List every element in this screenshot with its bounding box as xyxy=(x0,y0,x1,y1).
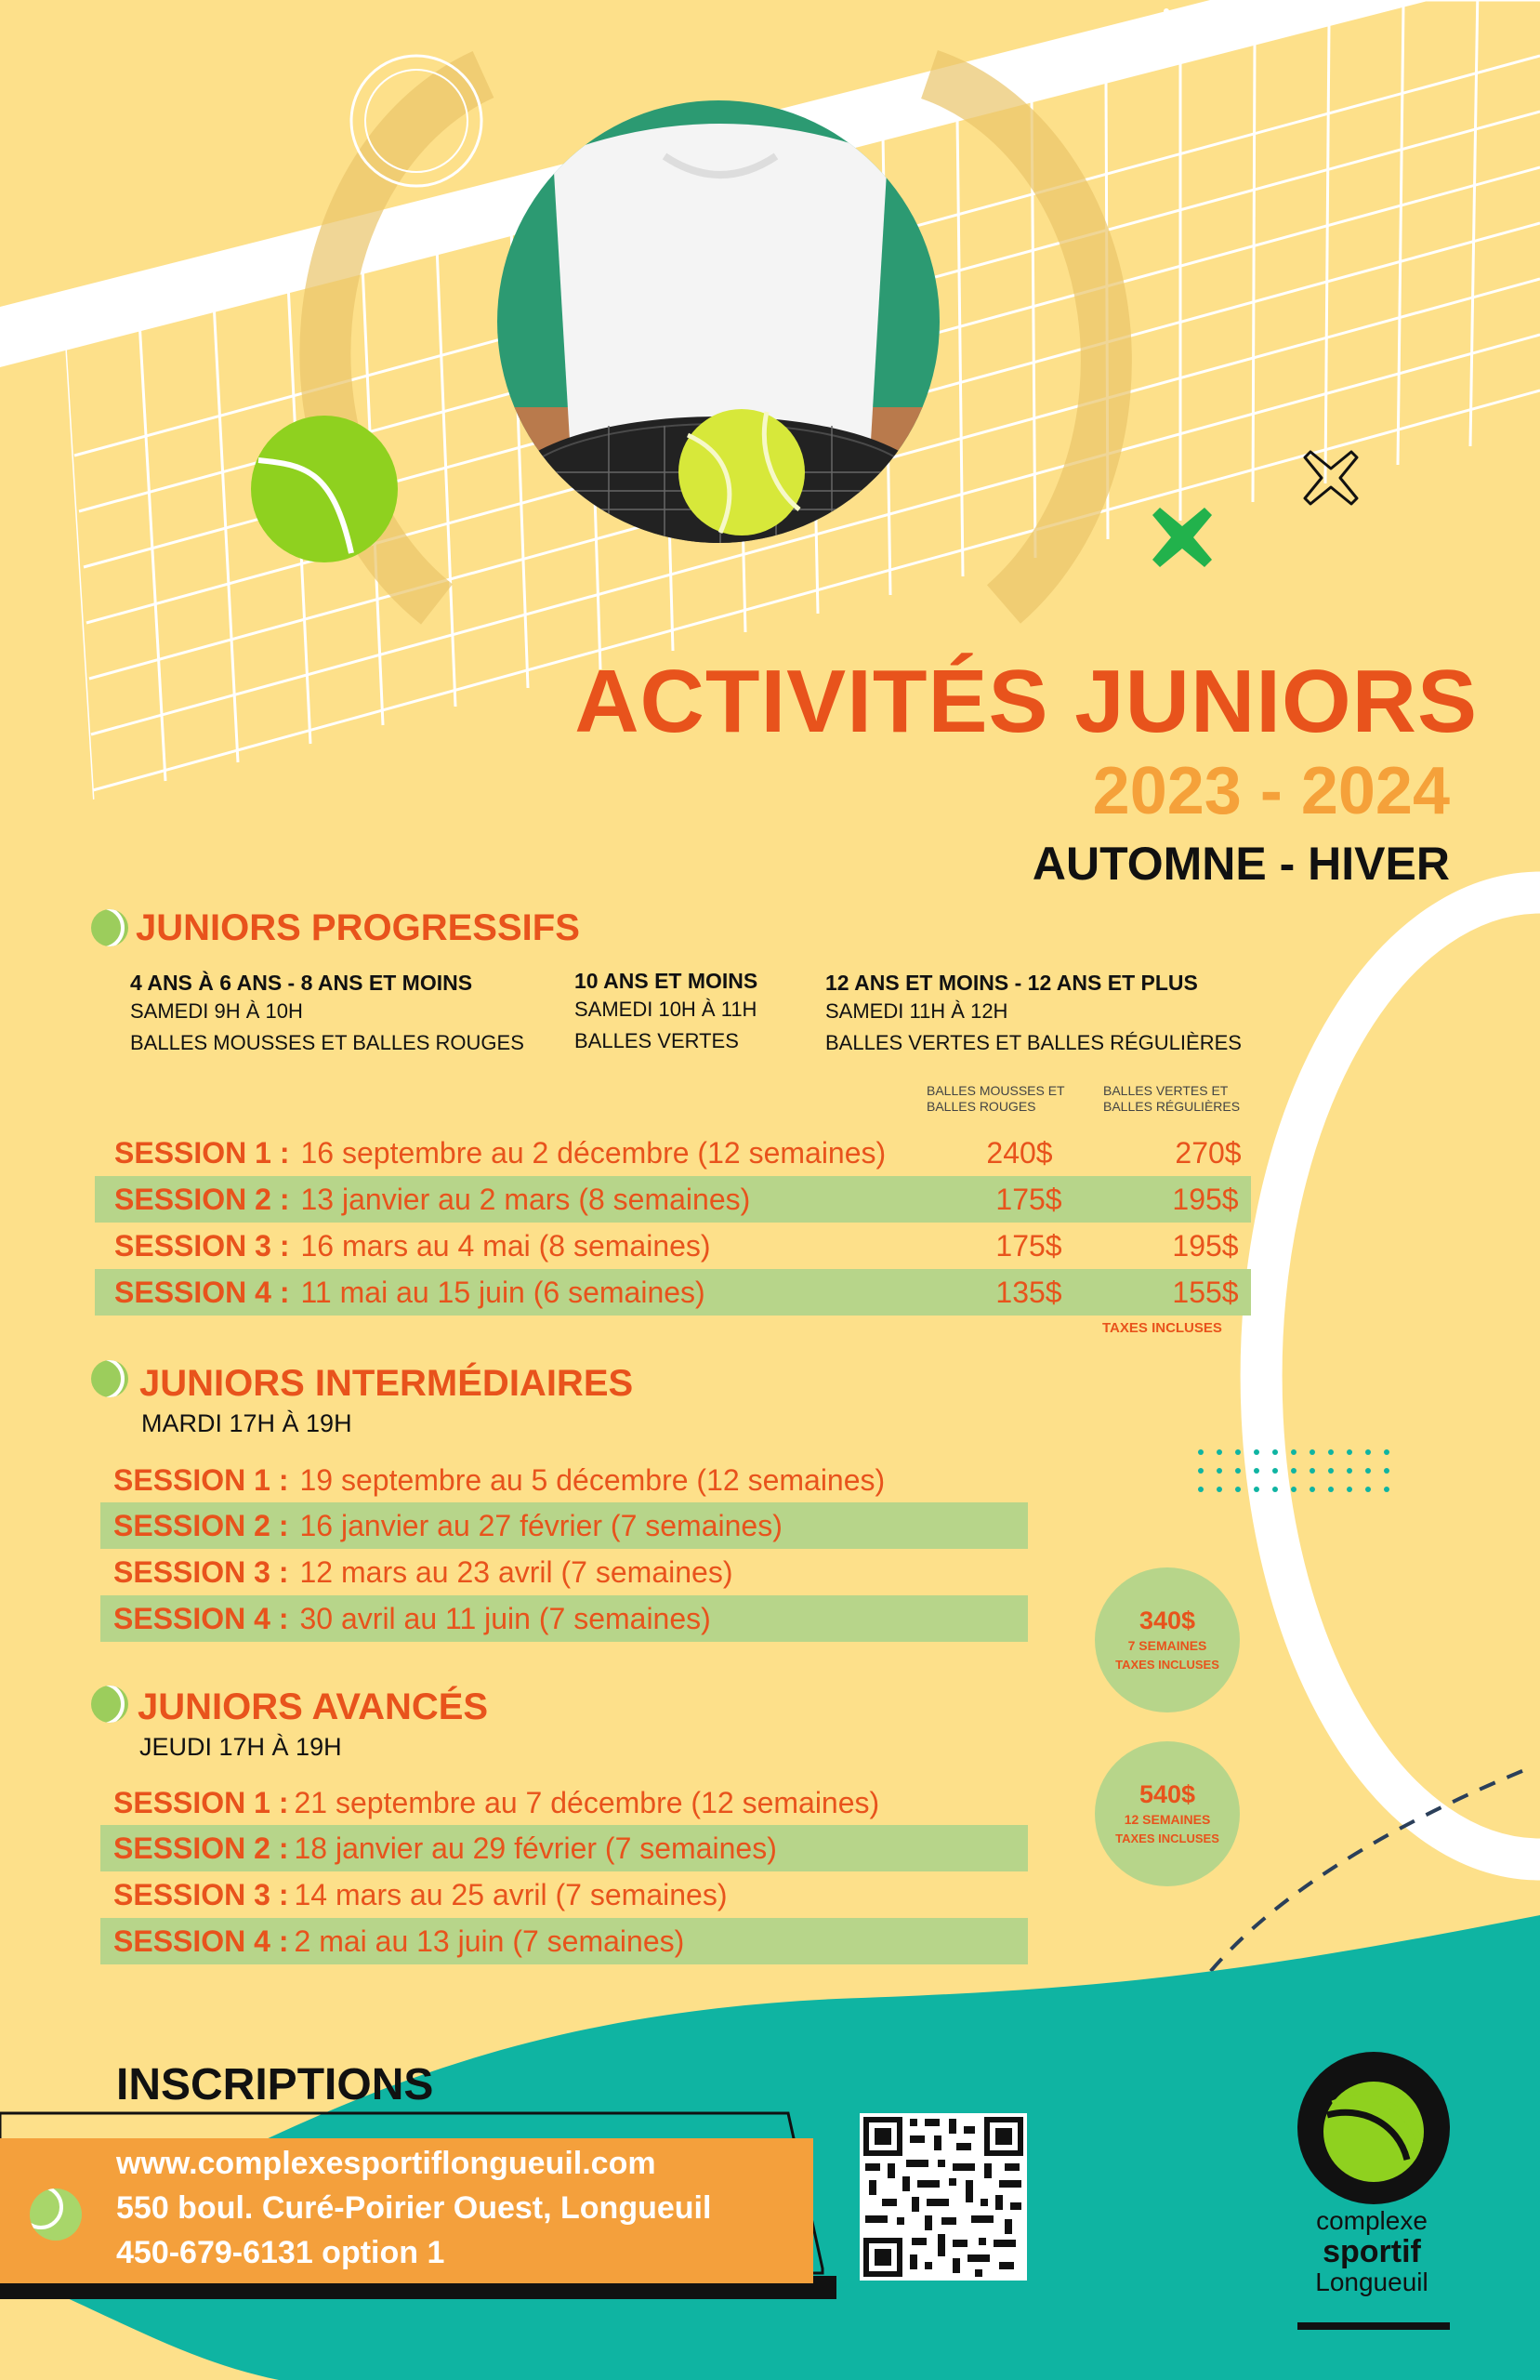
session-price-2: 195$ xyxy=(1172,1182,1239,1216)
logo-text-longueuil: Longueuil xyxy=(1315,2268,1428,2296)
session-label: SESSION 2 : xyxy=(113,1831,289,1865)
session-row xyxy=(100,1871,1028,1918)
column-balls: BALLES VERTES xyxy=(574,1029,739,1052)
session-label: SESSION 1 : xyxy=(113,1462,289,1497)
session-row xyxy=(100,1918,1028,1964)
session-label: SESSION 4 : xyxy=(113,1601,289,1635)
session-label: SESSION 3 : xyxy=(114,1228,290,1263)
page-title: ACTIVITÉS JUNIORS xyxy=(574,652,1478,751)
session-dates: 30 avril au 11 juin (7 semaines) xyxy=(299,1601,711,1635)
column-balls: BALLES VERTES ET BALLES RÉGULIÈRES xyxy=(825,1031,1242,1054)
column-balls: BALLES MOUSSES ET BALLES ROUGES xyxy=(130,1031,524,1054)
section-title-intermediaires: JUNIORS INTERMÉDIAIRES xyxy=(139,1363,634,1404)
session-label: SESSION 4 : xyxy=(113,1924,289,1958)
session-price-1: 175$ xyxy=(995,1228,1062,1263)
session-dates: 19 septembre au 5 décembre (12 semaines) xyxy=(299,1462,886,1497)
session-dates: 21 septembre au 7 décembre (12 semaines) xyxy=(294,1785,880,1819)
section-title-progressifs: JUNIORS PROGRESSIFS xyxy=(136,907,580,948)
session-dates: 14 mars au 25 avril (7 semaines) xyxy=(294,1877,728,1911)
contact-bar xyxy=(0,2138,813,2283)
session-price-2: 195$ xyxy=(1172,1228,1239,1263)
session-dates: 16 septembre au 2 décembre (12 semaines) xyxy=(300,1135,887,1170)
price-header-line: BALLES MOUSSES ET xyxy=(927,1083,1065,1098)
logo-underline xyxy=(1297,2322,1450,2330)
green-x-icon xyxy=(1151,506,1214,569)
price-header-1 xyxy=(927,1083,1065,1115)
badge-taxes: TAXES INCLUSES xyxy=(1115,1658,1219,1672)
column-schedule: SAMEDI 10H À 11H xyxy=(574,998,757,1021)
column-heading: 10 ANS ET MOINS xyxy=(574,969,758,993)
price-badge xyxy=(1095,1567,1240,1712)
badge-price: 340$ xyxy=(1139,1606,1196,1634)
section-schedule: MARDI 17H À 19H xyxy=(141,1409,352,1437)
session-row xyxy=(100,1502,1028,1549)
column-group-2 xyxy=(574,969,757,1057)
session-price-1: 240$ xyxy=(986,1135,1053,1170)
column-heading: 4 ANS À 6 ANS - 8 ANS ET MOINS xyxy=(130,971,473,995)
tennis-ball-icon xyxy=(249,414,400,564)
tennis-ball-icon xyxy=(91,909,128,946)
session-row xyxy=(100,1549,1028,1595)
price-header-line: BALLES ROUGES xyxy=(927,1099,1036,1114)
session-dates: 2 mai au 13 juin (7 semaines) xyxy=(294,1924,685,1958)
price-header-line: BALLES VERTES ET xyxy=(1103,1083,1229,1098)
badge-price: 540$ xyxy=(1139,1780,1196,1808)
session-row xyxy=(100,1825,1028,1871)
inscriptions-heading: INSCRIPTIONS xyxy=(116,2060,434,2109)
column-schedule: SAMEDI 11H À 12H xyxy=(825,999,1008,1023)
badge-taxes: TAXES INCLUSES xyxy=(1115,1831,1219,1845)
qr-code[interactable] xyxy=(860,2113,1027,2281)
session-label: SESSION 4 : xyxy=(114,1275,290,1309)
column-schedule: SAMEDI 9H À 10H xyxy=(130,999,303,1023)
session-row xyxy=(100,1595,1028,1642)
logo-text-sportif: sportif xyxy=(1323,2234,1421,2269)
section-schedule: JEUDI 17H À 19H xyxy=(139,1733,342,1761)
taxes-note: TAXES INCLUSES xyxy=(1102,1320,1222,1336)
column-heading: 12 ANS ET MOINS - 12 ANS ET PLUS xyxy=(825,971,1198,995)
website-link[interactable]: www.complexesportiflongueuil.com xyxy=(116,2146,656,2181)
brand-logo xyxy=(1296,2050,1452,2206)
page-year: 2023 - 2024 xyxy=(1092,754,1450,828)
tennis-ball-icon xyxy=(91,1686,128,1723)
session-row xyxy=(100,1779,1028,1826)
logo-text-complexe: complexe xyxy=(1316,2206,1428,2235)
session-label: SESSION 3 : xyxy=(113,1554,289,1589)
page-season: AUTOMNE - HIVER xyxy=(1032,838,1450,890)
session-dates: 16 mars au 4 mai (8 semaines) xyxy=(300,1228,711,1263)
tennis-ball-icon xyxy=(91,1360,128,1397)
price-header-line: BALLES RÉGULIÈRES xyxy=(1103,1099,1241,1114)
session-dates: 12 mars au 23 avril (7 semaines) xyxy=(299,1554,733,1589)
session-label: SESSION 1 : xyxy=(114,1135,290,1170)
price-badge xyxy=(1095,1741,1240,1886)
session-dates: 18 janvier au 29 février (7 semaines) xyxy=(294,1831,777,1865)
column-group-3 xyxy=(825,971,1242,1059)
session-price-1: 175$ xyxy=(995,1182,1062,1216)
tennis-ball-icon xyxy=(30,2188,82,2241)
tennis-photo xyxy=(497,100,940,575)
badge-weeks: 12 SEMAINES xyxy=(1124,1812,1211,1827)
session-label: SESSION 1 : xyxy=(113,1785,289,1819)
session-dates: 16 janvier au 27 février (7 semaines) xyxy=(299,1508,783,1542)
session-dates: 11 mai au 15 juin (6 semaines) xyxy=(300,1275,705,1309)
session-price-2: 270$ xyxy=(1175,1135,1242,1170)
column-group-1 xyxy=(130,971,524,1059)
session-row xyxy=(95,1269,1251,1316)
close-outline-icon xyxy=(1301,448,1361,508)
session-row xyxy=(95,1130,1251,1176)
session-price-2: 155$ xyxy=(1172,1275,1239,1309)
session-label: SESSION 2 : xyxy=(114,1182,290,1216)
session-dates: 13 janvier au 2 mars (8 semaines) xyxy=(300,1182,751,1216)
session-row xyxy=(100,1457,1028,1503)
address-text: 550 boul. Curé-Poirier Ouest, Longueuil xyxy=(116,2190,712,2226)
session-row xyxy=(95,1223,1251,1269)
session-price-1: 135$ xyxy=(995,1275,1062,1309)
badge-weeks: 7 SEMAINES xyxy=(1127,1638,1207,1653)
session-label: SESSION 3 : xyxy=(113,1877,289,1911)
phone-link[interactable]: 450-679-6131 option 1 xyxy=(116,2235,445,2270)
session-label: SESSION 2 : xyxy=(113,1508,289,1542)
price-header-2 xyxy=(1103,1083,1240,1115)
session-row xyxy=(95,1176,1251,1223)
section-title-avances: JUNIORS AVANCÉS xyxy=(138,1686,489,1727)
